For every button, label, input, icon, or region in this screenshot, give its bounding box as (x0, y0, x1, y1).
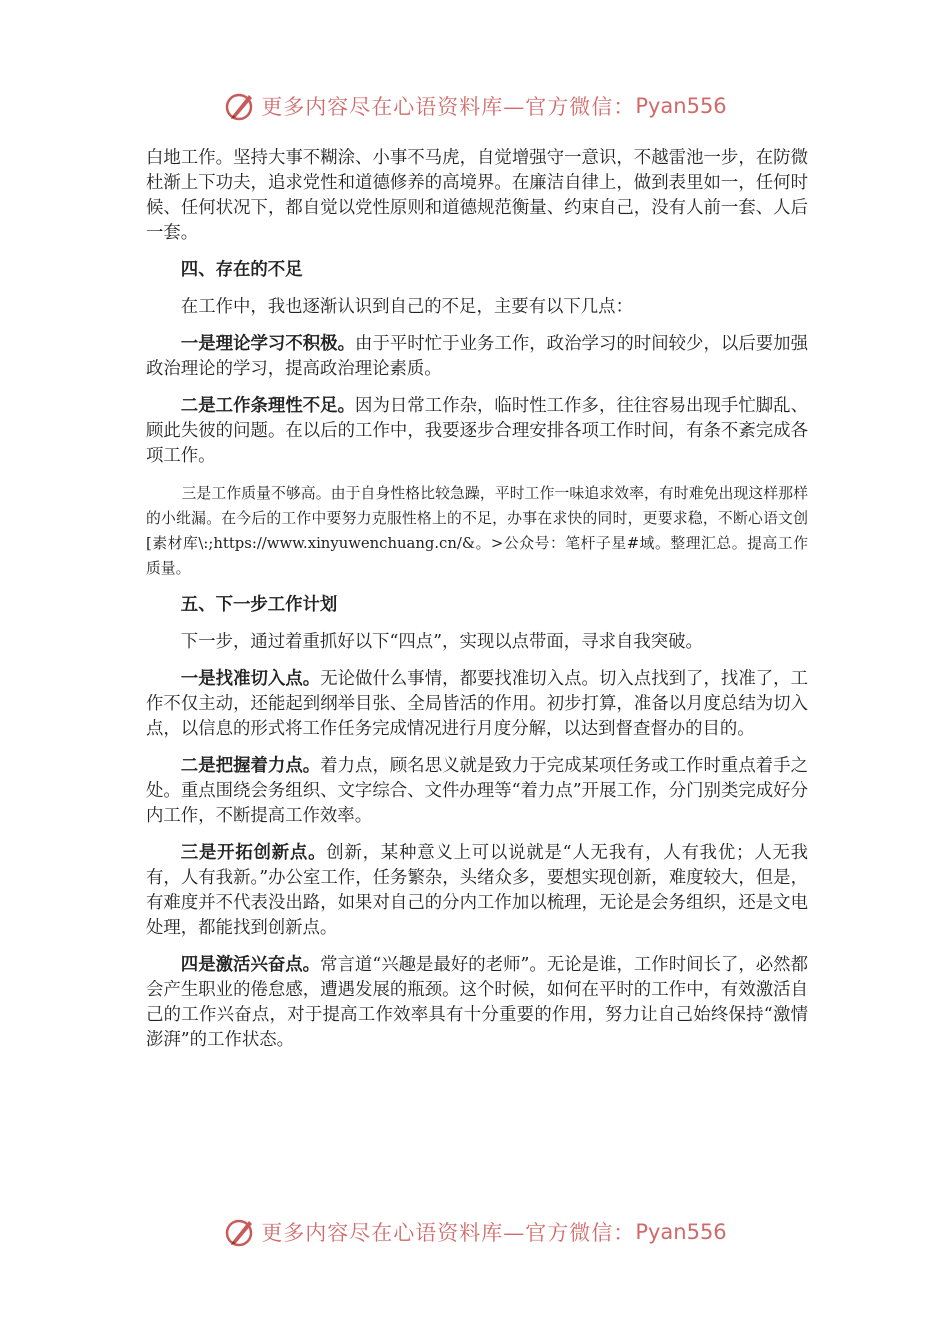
shortcoming-item-2 (146, 394, 808, 469)
item-text: 创新，某种意义上可以说就是“人无我有，人有我优；人无我有，人有我新。”办公室工作，任务繁杂，头绪众多，要想实现创新，难度较大，但是，有难度并不代表没出路，如果对自己的分内工作加以梳理，无论是会务组织，还是文电处理，都能找到创新点。 (146, 843, 808, 938)
item-title: 二是工作条理性不足。 (180, 396, 356, 416)
item-title: 三是开拓创新点。 (180, 843, 327, 863)
item-title: 一是理论学习不积极。 (180, 334, 356, 354)
item-title: 二是把握着力点。 (180, 756, 321, 776)
pen-logo-icon (223, 1215, 257, 1249)
header-wechat-id: Pyan556 (635, 94, 727, 118)
footer-banner-text: 更多内容尽在心语资料库—官方微信： (261, 1221, 636, 1245)
item-text: 常言道“兴趣是最好的老师”。无论是谁，工作时间长了，必然都会产生职业的倦怠感，遭遇发展的瓶颈。这个时候，如何在平时的工作中，有效激活自己的工作兴奋点，对于提高工作效率具有十分重要的作用，努力让自己始终保持“激情澎湃”的工作状态。 (146, 955, 808, 1050)
item-title: 一是找准切入点。 (180, 669, 321, 689)
item-title: 四是激活兴奋点。 (180, 955, 321, 975)
footer-banner (0, 1212, 950, 1252)
paragraph-continued: 白地工作。坚持大事不糊涂、小事不马虎，自觉增强守一意识，不越雷池一步，在防微杜渐上下功夫，追求党性和道德修养的高境界。在廉洁自律上，做到表里如一，任何时候、任何状况下，都自觉以党性原则和道德规范衡量、约束自己，没有人前一套、人后一套。 (146, 148, 808, 243)
plan-item-3 (146, 841, 808, 941)
document-body (146, 146, 808, 1053)
section-heading-4: 四、存在的不足 (180, 260, 303, 280)
header-banner (0, 86, 950, 126)
item-text: 无论做什么事情，都要找准切入点。切入点找到了，找准了，工作不仅主动，还能起到纲举目张、全局皆活的作用。初步打算，准备以月度总结为切入点，以信息的形式将工作任务完成情况进行月度分解，以达到督查督办的目的。 (146, 669, 808, 739)
section-5-intro: 下一步，通过着重抓好以下“四点”，实现以点带面，寻求自我突破。 (180, 632, 703, 652)
shortcoming-item-1 (146, 332, 808, 382)
shortcoming-item-3: 三是工作质量不够高。由于自身性格比较急躁，平时工作一味追求效率，有时难免出现这样那样的小纰漏。在今后的工作中要努力克服性格上的不足，办事在求快的同时，更要求稳，不断心语文创[素材库\:;https://www.xinyuwenchuang.cn/&。>公众号：笔杆子星#域。整理汇总。提高工作质量。 (146, 485, 808, 577)
section-4-intro: 在工作中，我也逐渐认识到自己的不足，主要有以下几点： (180, 297, 633, 317)
plan-item-4 (146, 953, 808, 1053)
pen-logo-icon (223, 89, 257, 123)
item-text: 由于平时忙于业务工作，政治学习的时间较少，以后要加强政治理论的学习，提高政治理论素质。 (146, 334, 808, 379)
item-text: 着力点，顾名思义就是致力于完成某项任务或工作时重点着手之处。重点围绕会务组织、文字综合、文件办理等“着力点”开展工作，分门别类完成好分内工作，不断提高工作效率。 (146, 756, 808, 826)
plan-item-2 (146, 754, 808, 829)
section-heading-5: 五、下一步工作计划 (180, 595, 338, 615)
header-banner-text: 更多内容尽在心语资料库—官方微信： (261, 95, 636, 119)
plan-item-1 (146, 667, 808, 742)
footer-wechat-id: Pyan556 (635, 1220, 727, 1244)
item-text: 因为日常工作杂，临时性工作多，往往容易出现手忙脚乱、顾此失彼的问题。在以后的工作中，我要逐步合理安排各项工作时间，有条不紊完成各项工作。 (146, 396, 808, 466)
